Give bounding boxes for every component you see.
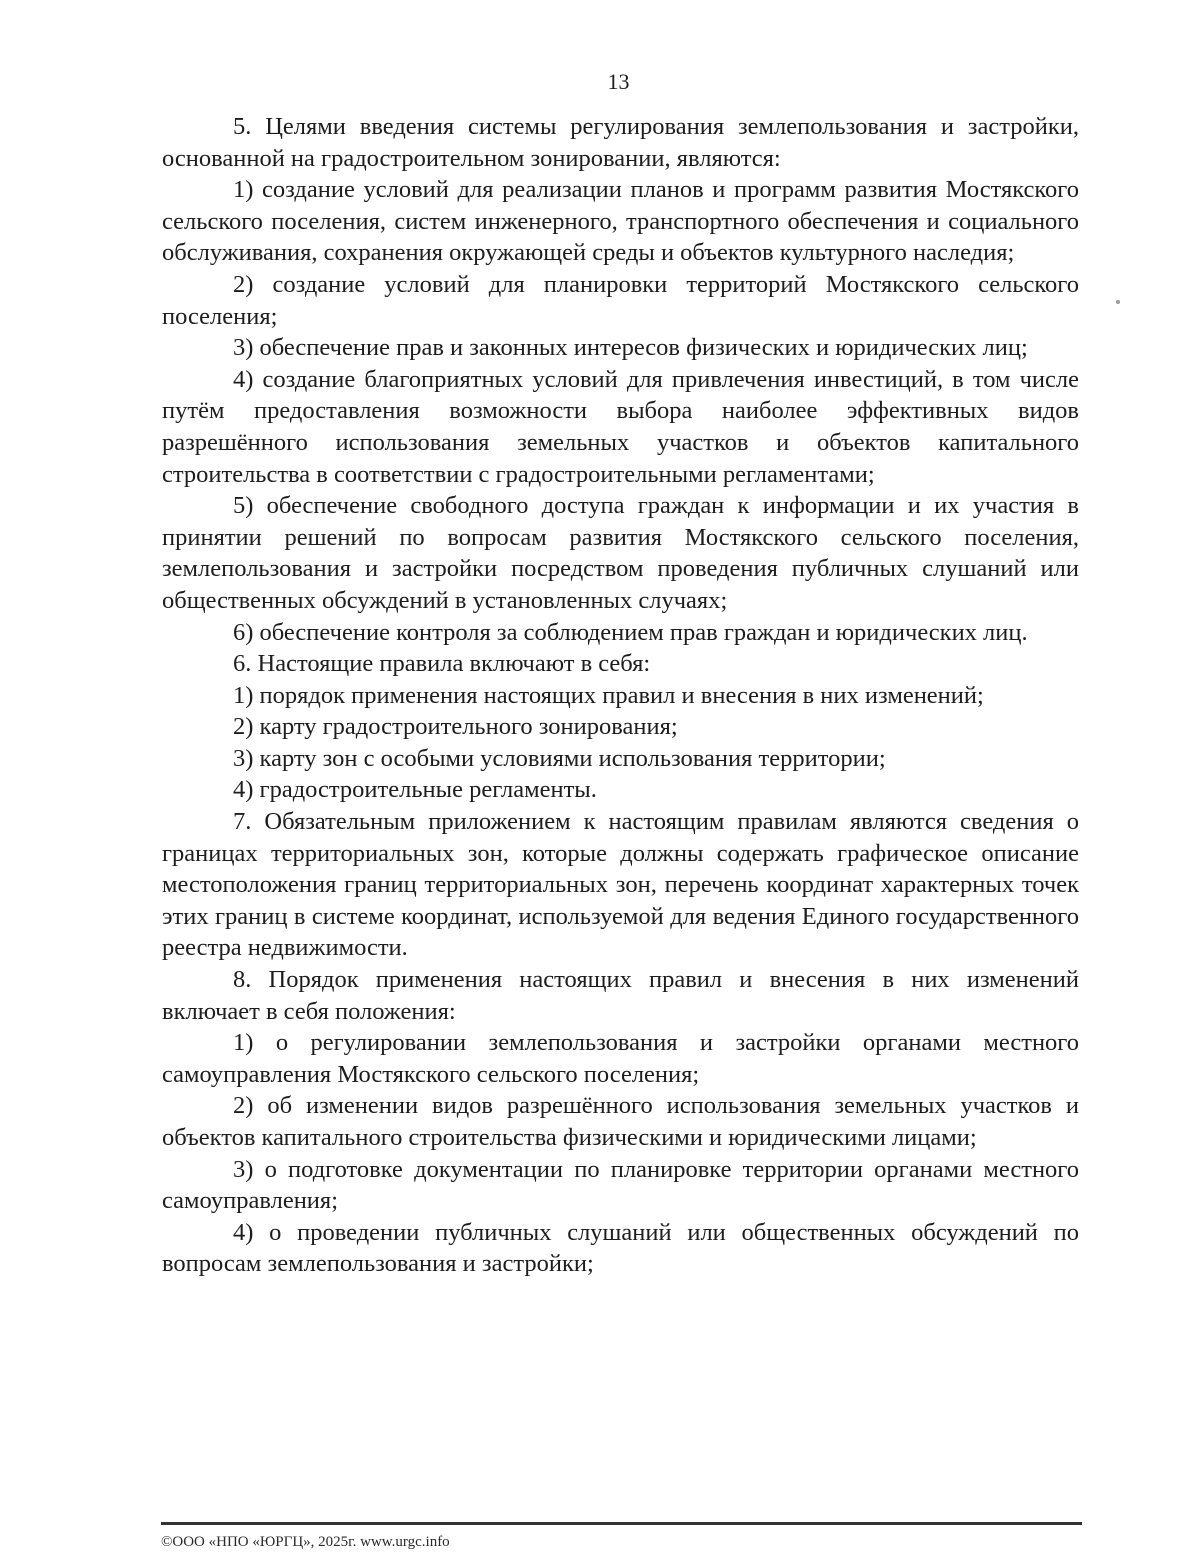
list-item: 4) создание благоприятных условий для привлечения инвестиций, в том числе путём предоставления возможности выбора наиболее эффективных видов разрешённого использования земельных участков и объектов капитального строительства в соответствии с градостроительными регламентами;: [162, 365, 1079, 488]
paragraph: 5. Целями введения системы регулирования землепользования и застройки, основанной на градостроительном зонировании, являются:: [162, 113, 1079, 172]
list-item: 6) обеспечение контроля за соблюдением прав граждан и юридических лиц.: [233, 618, 1028, 646]
scan-speck: [1116, 300, 1120, 304]
list-item: 3) о подготовке документации по планировке территории органами местного самоуправления;: [162, 1155, 1079, 1215]
footer-divider: [161, 1522, 1082, 1525]
list-item: 5) обеспечение свободного доступа граждан к информации и их участия в принятии решений по вопросам развития Мостякского сельского поселения, землепользования и застройки посредством проведения публичных слушаний или общественных обсуждений в установленных случаях;: [162, 492, 1079, 614]
list-item: 2) создание условий для планировки территорий Мостякского сельского поселения;: [162, 270, 1079, 330]
list-item: 4) о проведении публичных слушаний или общественных обсуждений по вопросам землепользования и застройки;: [162, 1218, 1079, 1278]
paragraph: 8. Порядок применения настоящих правил и внесения в них изменений включает в себя положения:: [162, 966, 1079, 1025]
document-body: [162, 111, 1079, 1280]
list-item: 2) об изменении видов разрешённого использования земельных участков и объектов капитального строительства физическими и юридическими лицами;: [162, 1092, 1079, 1151]
list-item: 2) карту градостроительного зонирования;: [233, 713, 678, 741]
list-item: 3) карту зон с особыми условиями использования территории;: [233, 744, 886, 772]
footer-copyright: ©ООО «НПО «ЮРГЦ», 2025г. www.urgc.info: [161, 1534, 450, 1550]
list-item: 4) градостроительные регламенты.: [233, 776, 597, 804]
list-item: 1) о регулировании землепользования и застройки органами местного самоуправления Мостякского сельского поселения;: [162, 1029, 1079, 1088]
page-number: 13: [607, 69, 630, 94]
paragraph: 7. Обязательным приложением к настоящим правилам являются сведения о границах территориальных зон, которые должны содержать графическое описание местоположения границ территориальных зон, перечень координат характерных точек этих границ в системе координат, используемой для ведения Единого государственного реестра недвижимости.: [162, 808, 1079, 962]
list-item: 1) порядок применения настоящих правил и внесения в них изменений;: [233, 681, 984, 709]
list-item: 3) обеспечение прав и законных интересов физических и юридических лиц;: [233, 334, 1028, 362]
paragraph: 6. Настоящие правила включают в себя:: [233, 650, 651, 678]
list-item: 1) создание условий для реализации планов и программ развития Мостякского сельского поселения, систем инженерного, транспортного обеспечения и социального обслуживания, сохранения окружающей среды и объектов культурного наследия;: [162, 176, 1079, 267]
